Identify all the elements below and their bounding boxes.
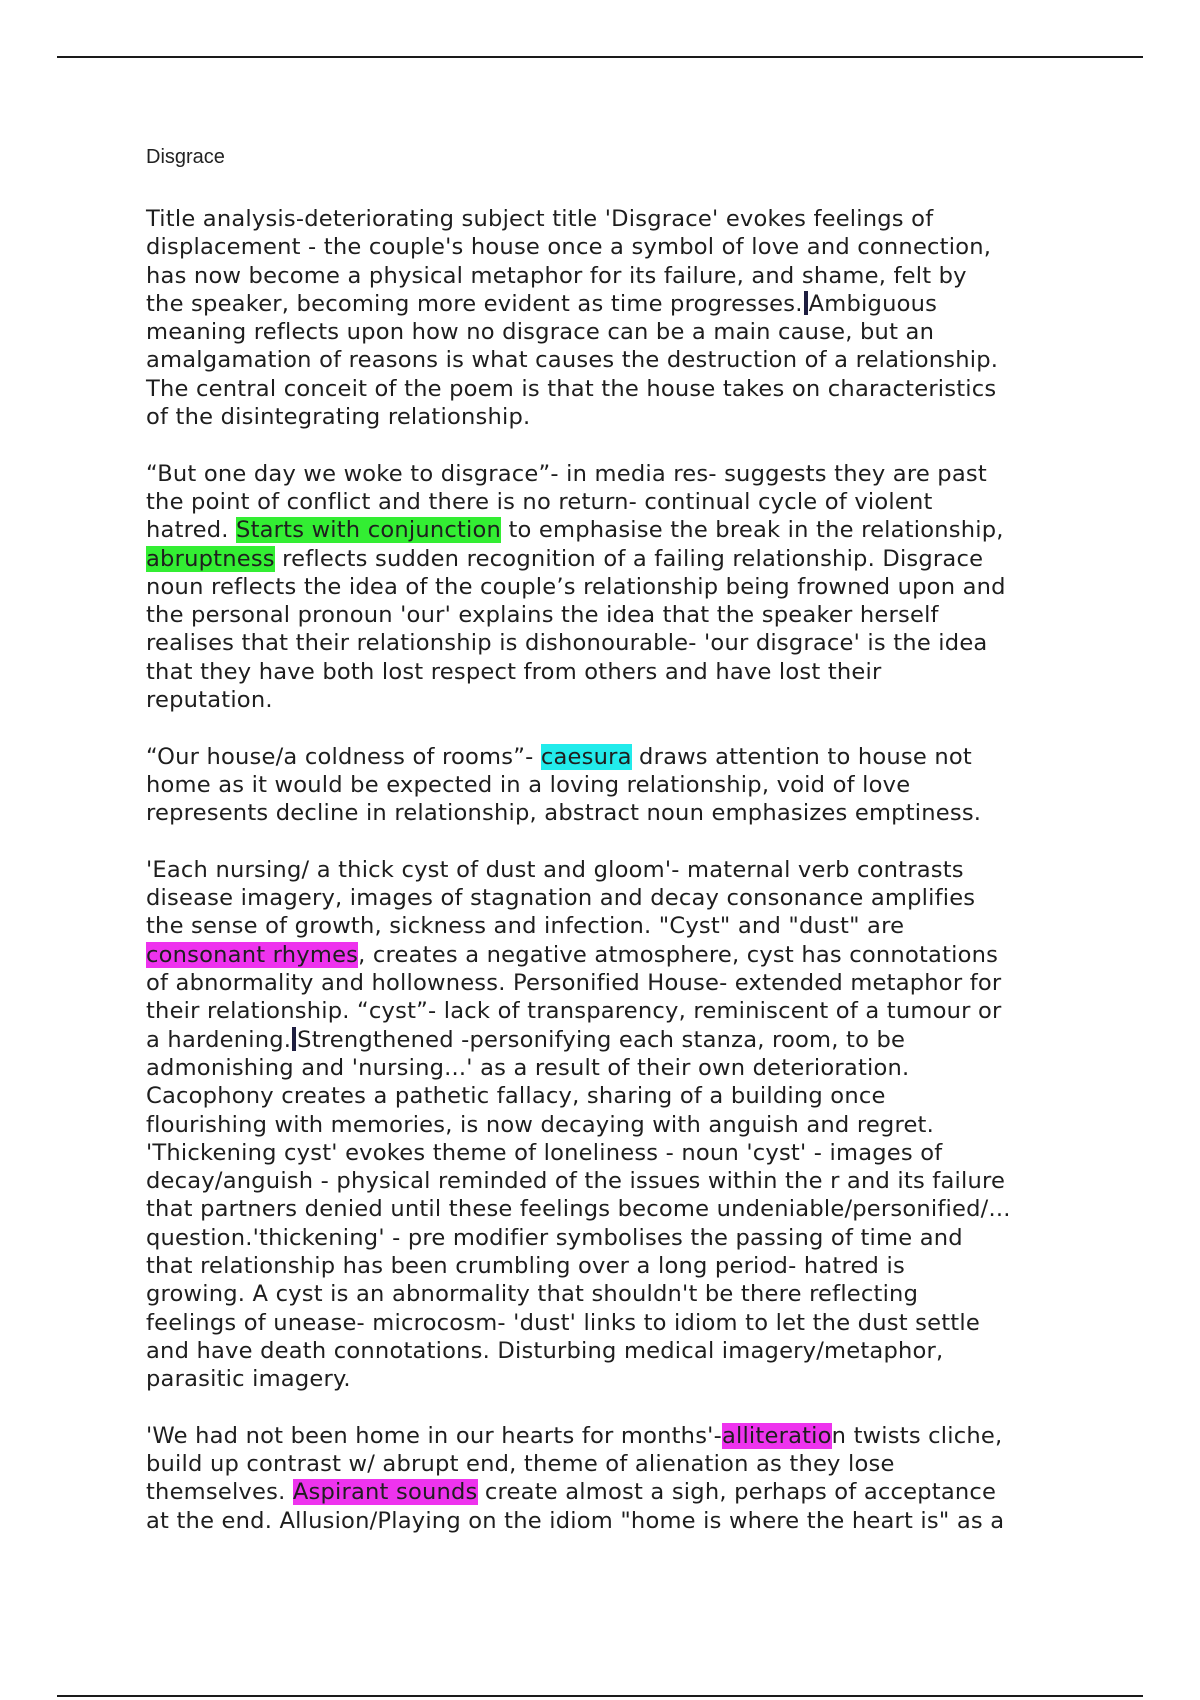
text-run: of abnormality and hollowness. Personified House- extended metaphor for xyxy=(146,970,1002,997)
text-run: the point of conflict and there is no return- continual cycle of violent xyxy=(146,488,933,515)
text-line xyxy=(146,658,1086,686)
text-line xyxy=(146,1507,1086,1535)
text-run: 'Each nursing/ a thick cyst of dust and gloom'- maternal verb contrasts xyxy=(146,856,964,883)
text-run: parasitic imagery. xyxy=(146,1366,351,1393)
text-run: that partners denied until these feelings become undeniable/personified/... xyxy=(146,1196,1011,1223)
paragraph xyxy=(146,743,1086,828)
text-line xyxy=(146,629,1086,657)
text-run: growing. A cyst is an abnormality that shouldn't be there reflecting xyxy=(146,1281,919,1308)
text-run: build up contrast w/ abrupt end, theme of alienation as they lose xyxy=(146,1451,895,1478)
text-run: Title analysis-deteriorating subject title 'Disgrace' evokes feelings of xyxy=(146,206,934,232)
text-run: admonishing and 'nursing...' as a result of their own deterioration. xyxy=(146,1054,910,1081)
text-line xyxy=(146,1139,1086,1167)
highlighted-text-magenta: consonant rhymes xyxy=(146,941,359,968)
text-line xyxy=(146,1026,1086,1054)
text-run: decay/anguish - physical reminded of the issues within the r and its failure xyxy=(146,1168,1006,1195)
text-run: realises that their relationship is dishonourable- 'our disgrace' is the idea xyxy=(146,630,988,657)
text-run: at the end. Allusion/Playing on the idiom "home is where the heart is" as a xyxy=(146,1507,1005,1534)
footer-rule xyxy=(57,1695,1143,1697)
text-run: meaning reflects upon how no disgrace can be a main cause, but an xyxy=(146,319,935,346)
text-line xyxy=(146,941,1086,969)
text-line xyxy=(146,884,1086,912)
text-line xyxy=(146,799,1086,827)
text-run: , creates a negative atmosphere, cyst has connotations xyxy=(358,941,999,968)
text-run: Ambiguous xyxy=(808,290,938,317)
text-run: “Our house/a coldness of rooms”- xyxy=(146,743,541,770)
text-line xyxy=(146,1054,1086,1082)
text-cursor xyxy=(292,1027,296,1051)
text-line xyxy=(146,1082,1086,1110)
text-line xyxy=(146,1111,1086,1139)
text-line xyxy=(146,1337,1086,1365)
text-run: flourishing with memories, is now decaying with anguish and regret. xyxy=(146,1111,934,1138)
text-run: amalgamation of reasons is what causes the destruction of a relationship. xyxy=(146,347,999,374)
text-line xyxy=(146,997,1086,1025)
text-line xyxy=(146,460,1086,488)
text-line xyxy=(146,969,1086,997)
text-line xyxy=(146,1280,1086,1308)
text-line xyxy=(146,771,1086,799)
text-line xyxy=(146,1365,1086,1393)
text-run: Cacophony creates a pathetic fallacy, sharing of a building once xyxy=(146,1083,886,1110)
text-line xyxy=(146,1224,1086,1252)
text-run: 'We had not been home in our hearts for months'- xyxy=(146,1422,722,1449)
paragraph xyxy=(146,205,1086,431)
text-run: question.'thickening' - pre modifier symbolises the passing of time and xyxy=(146,1224,963,1251)
text-line xyxy=(146,601,1086,629)
text-run: home as it would be expected in a loving relationship, void of love xyxy=(146,771,911,798)
text-run: has now become a physical metaphor for its failure, and shame, felt by xyxy=(146,262,967,289)
text-run: a hardening. xyxy=(146,1026,292,1053)
text-run: the speaker, becoming more evident as time progresses. xyxy=(146,290,803,317)
paragraph xyxy=(146,460,1086,715)
text-run: to emphasise the break in the relationship, xyxy=(501,517,1004,544)
text-line xyxy=(146,262,1086,290)
text-line xyxy=(146,1478,1086,1506)
text-line xyxy=(146,1252,1086,1280)
text-line xyxy=(146,516,1086,544)
paragraph xyxy=(146,1422,1086,1535)
text-line xyxy=(146,1167,1086,1195)
text-cursor xyxy=(804,291,808,315)
highlighted-text-green: abruptness xyxy=(146,545,275,572)
text-run: create almost a sigh, perhaps of acceptance xyxy=(477,1479,997,1506)
text-run: feelings of unease- microcosm- 'dust' links to idiom to let the dust settle xyxy=(146,1309,980,1336)
text-run: disease imagery, images of stagnation and decay consonance amplifies xyxy=(146,885,976,912)
text-run: the sense of growth, sickness and infection. "Cyst" and "dust" are xyxy=(146,913,905,940)
text-line xyxy=(146,856,1086,884)
text-run: displacement - the couple's house once a symbol of love and connection, xyxy=(146,234,992,261)
text-line xyxy=(146,233,1086,261)
text-line xyxy=(146,545,1086,573)
text-line xyxy=(146,743,1086,771)
text-line xyxy=(146,686,1086,714)
text-line xyxy=(146,1450,1086,1478)
text-run: noun reflects the idea of the couple’s relationship being frowned upon and xyxy=(146,573,1006,600)
text-line xyxy=(146,403,1086,431)
text-run: Strengthened -personifying each stanza, room, to be xyxy=(297,1026,906,1053)
highlighted-text-green: Starts with conjunction xyxy=(236,517,502,544)
text-run: “But one day we woke to disgrace”- in media res- suggests they are past xyxy=(146,460,987,487)
text-line xyxy=(146,290,1086,318)
header-rule xyxy=(57,56,1143,58)
text-line xyxy=(146,346,1086,374)
document-body[interactable] xyxy=(146,205,1086,1563)
text-run: n twists cliche, xyxy=(831,1422,1003,1449)
text-line xyxy=(146,1422,1086,1450)
text-run: the personal pronoun 'our' explains the idea that the speaker herself xyxy=(146,602,939,629)
text-run: of the disintegrating relationship. xyxy=(146,404,531,431)
text-run: The central conceit of the poem is that the house takes on characteristics xyxy=(146,375,997,402)
document-title: Disgrace xyxy=(146,146,225,168)
text-line xyxy=(146,318,1086,346)
text-line xyxy=(146,1195,1086,1223)
text-run: that they have both lost respect from others and have lost their xyxy=(146,658,882,685)
text-line xyxy=(146,375,1086,403)
text-run: themselves. xyxy=(146,1479,293,1506)
text-line xyxy=(146,1309,1086,1337)
text-run: draws attention to house not xyxy=(631,743,972,770)
highlighted-text-magenta: alliteratio xyxy=(721,1422,832,1449)
text-run: represents decline in relationship, abstract noun emphasizes emptiness. xyxy=(146,800,982,827)
text-run: that relationship has been crumbling over a long period- hatred is xyxy=(146,1252,905,1279)
text-run: reputation. xyxy=(146,687,273,714)
highlighted-text-magenta: Aspirant sounds xyxy=(292,1479,478,1506)
text-line xyxy=(146,573,1086,601)
paragraph xyxy=(146,856,1086,1394)
text-run: their relationship. “cyst”- lack of transparency, reminiscent of a tumour or xyxy=(146,998,1002,1025)
text-line xyxy=(146,205,1086,233)
text-run: reflects sudden recognition of a failing relationship. Disgrace xyxy=(274,545,984,572)
text-line xyxy=(146,912,1086,940)
highlighted-text-cyan: caesura xyxy=(540,743,632,770)
text-run: 'Thickening cyst' evokes theme of loneliness - noun 'cyst' - images of xyxy=(146,1139,943,1166)
text-run: and have death connotations. Disturbing medical imagery/metaphor, xyxy=(146,1337,944,1364)
text-run: hatred. xyxy=(146,517,237,544)
text-line xyxy=(146,488,1086,516)
